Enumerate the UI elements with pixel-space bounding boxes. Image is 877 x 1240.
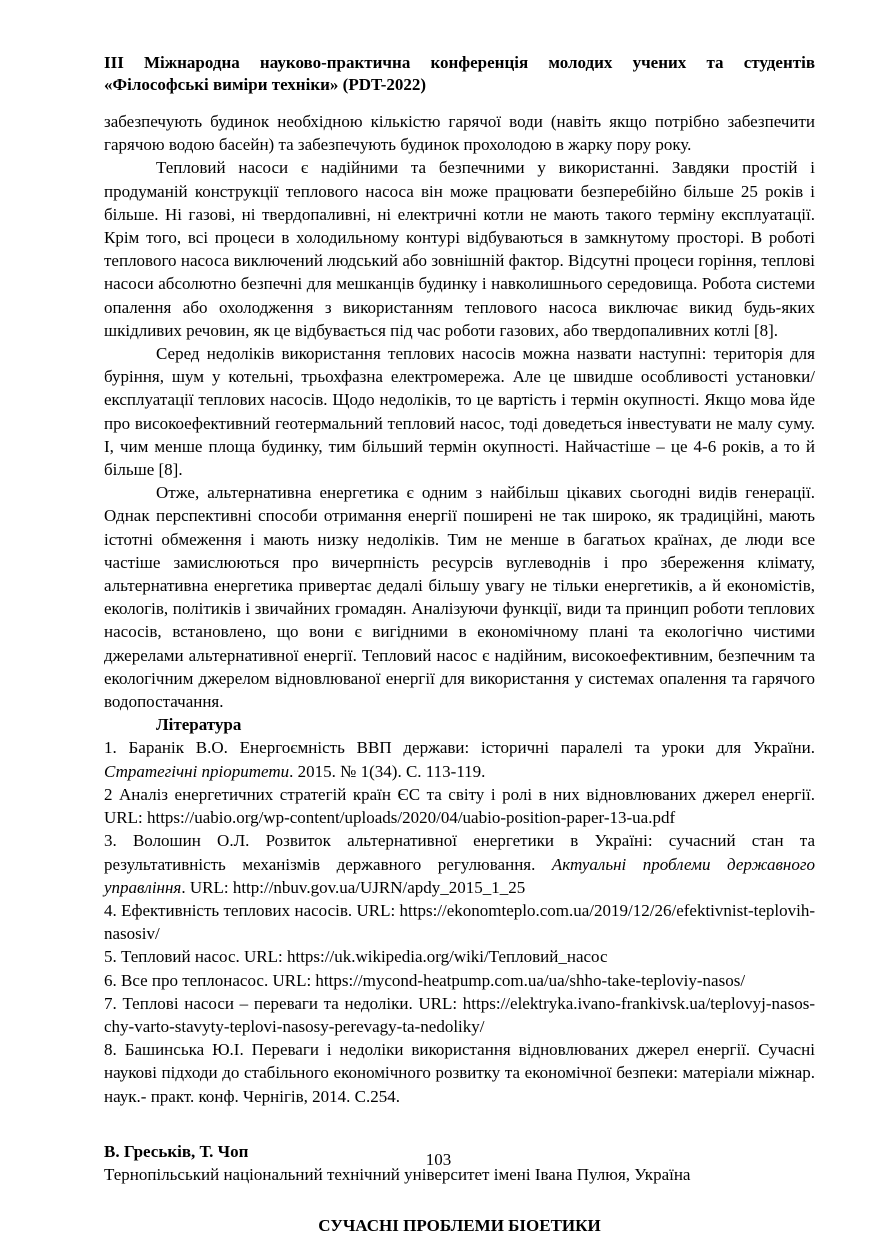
reference-item: 8. Башинська Ю.І. Переваги і недоліки використання відновлюваних джерел енергії. Сучасні наукові підходи до стабільного економічного розвитку та економічної безпеки: матеріали міжнар. наук.- практ. конф. Чернігів, 2014. С.254. <box>104 1040 815 1106</box>
reference-item: 7. Теплові насоси – переваги та недоліки. URL: https://elektryka.ivano-frankivsk.ua/teplovyj-nasos-chy-varto-stavyty-teplovi-nasosy-perevagy-ta-nedoliky/ <box>104 993 815 1036</box>
reference-item: 5. Тепловий насос. URL: https://uk.wikipedia.org/wiki/Тепловий_насос <box>104 947 608 967</box>
reference-item: 6. Все про теплонасос. URL: https://mycond-heatpump.com.ua/ua/shho-take-teploviy-nasos/ <box>104 970 746 990</box>
paragraph-4: Отже, альтернативна енергетика є одним з найбільш цікавих сьогодні видів генерації. Однак перспективні способи отримання енергії поширені не так широко, як традиційні, мають істотні обмеження і мають низку недоліків. Тим не менше в багатьох країнах, де люди все частіше замислюються про вичерпність ресурсів вуглеводнів і про збереження клімату, альтернативна енергетика привертає дедалі більшу увагу не тільки енергетиків, а й економістів, екологів, політиків і звичайних громадян. Аналізуючи функції, види та принцип роботи теплових насосів, встановлено, що вони є вигідними в економічному плані та екологічно чистими джерелами альтернативної енергії. Тепловий насос є надійним, високоефективним, безпечним та екологічним джерелом відновлюваної енергії для використання у системах опалення та гарячого водопостачання. <box>104 483 815 712</box>
literature-heading: Література <box>156 715 242 735</box>
page-content <box>104 52 815 1237</box>
page-number: 103 <box>425 1150 452 1169</box>
reference-item: 2 Аналіз енергетичних стратегій країн ЄС та світу і ролі в них відновлюваних джерел енергії. URL: https://uabio.org/wp-content/uploads/2020/04/uabio-position-paper-13-ua.pdf <box>104 784 815 828</box>
reference-item: 1. Баранік В.О. Енергоємність ВВП держави: історичні паралелі та уроки для України. Стратегічні пріоритети. 2015. № 1(34). С. 113-119. <box>104 738 815 781</box>
header-line-1: ІІІ Міжнародна науково-практична конференція молодих учених та студентів <box>104 53 815 72</box>
reference-item: 3. Волошин О.Л. Розвиток альтернативної енергетики в Україні: сучасний стан та результативність механізмів державного регулювання. Актуальні проблеми державного управління. URL: http://nbuv.gov.ua/UJRN/apdy_2015_1_25 <box>104 831 815 897</box>
paragraph-2: Тепловий насоси є надійними та безпечними у використанні. Завдяки простій і продуманій конструкції теплового насоса він може працювати безперебійно більше 25 років і більше. Ні газові, ні твердопаливні, ні електричні котли не мають такого терміну експлуатації. Крім того, всі процеси в холодильному контурі відбуваються в замкнутому просторі. В роботі теплового насоса виключений людський або зовнішній фактор. Відсутні процеси горіння, теплові насоси абсолютно безпечні для мешканців будинку і навколишнього середовища. Робота системи опалення або охолодження з використанням теплового насоса виключає викид будь-яких шкідливих речовин, як це відбувається під час роботи газових, або твердопаливних котлі [8]. <box>104 158 815 340</box>
authors: В. Греськів, Т. Чоп <box>104 1141 249 1161</box>
header-line-2: «Філософські виміри техніки» (PDT-2022) <box>104 75 427 94</box>
reference-item: 4. Ефективність теплових насосів. URL: https://ekonomteplo.com.ua/2019/12/26/efektivnist-teplovih-nasosiv/ <box>104 900 815 944</box>
conference-header <box>104 52 815 96</box>
affiliation: Тернопільський національний технічний університет імені Івана Пулюя, Україна <box>104 1164 691 1184</box>
paragraph-3: Серед недоліків використання теплових насосів можна назвати наступні: територія для буріння, шум у котельні, трьохфазна електромережа. Але це швидше особливості установки/експлуатації теплових насосів. Щодо недоліків, то це вартість і термін окупності. Якщо мова йде про високоефективний геотермальний тепловий насос, тоді доведеться інвестувати не малу суму. І, чим менше площа будинку, тим більший термін окупності. Найчастіше – це 4-6 років, а то й більше [8]. <box>104 344 815 480</box>
reference-list <box>104 736 815 1107</box>
next-article-title: СУЧАСНІ ПРОБЛЕМИ БІОЕТИКИ <box>318 1215 601 1235</box>
paragraph-1: забезпечують будинок необхідною кількістю гарячої води (навіть якщо потрібно забезпечити гарячою водою басейн) та забезпечують будинок прохолодою в жарку пору року. <box>104 112 815 155</box>
